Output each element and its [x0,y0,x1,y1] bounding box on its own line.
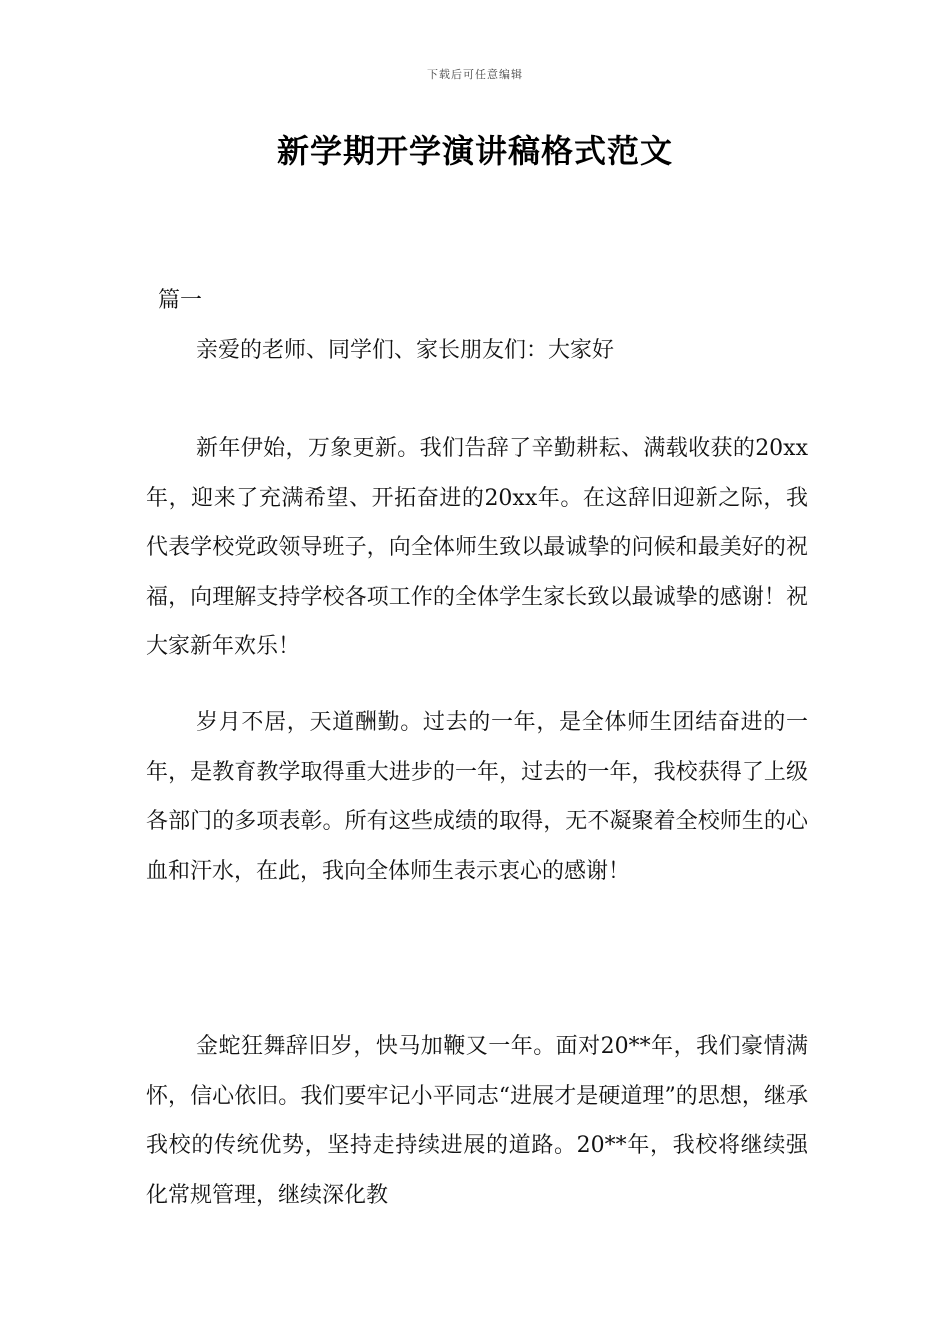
body-paragraph-3: 金蛇狂舞辞旧岁，快马加鞭又一年。面对20**年，我们豪情满怀，信心依旧。我们要牢记小平同志“进展才是硬道理”的思想，继承我校的传统优势，坚持走持续进展的道路。20**年，我校将继续强化常规管理，继续深化教 [146,1034,808,1208]
body-paragraph-1: 新年伊始，万象更新。我们告辞了辛勤耕耘、满载收获的20xx年，迎来了充满希望、开拓奋进的20xx年。在这辞旧迎新之际，我代表学校党政领导班子，向全体师生致以最诚挚的问候和最美好的祝福，向理解支持学校各项工作的全体学生家长致以最诚挚的感谢！祝大家新年欢乐！ [146,436,808,659]
header-note: 下载后可任意编辑 [427,68,523,81]
document-title: 新学期开学演讲稿格式范文 [276,132,673,170]
greeting-line: 亲爱的老师、同学们、家长朋友们：大家好 [196,338,615,363]
body-paragraph-2: 岁月不居，天道酬勤。过去的一年，是全体师生团结奋进的一年，是教育教学取得重大进步的一年，过去的一年，我校获得了上级各部门的多项表彰。所有这些成绩的取得，无不凝聚着全校师生的心血和汗水，在此，我向全体师生表示衷心的感谢！ [146,710,808,884]
section-label: 篇一 [158,288,203,313]
